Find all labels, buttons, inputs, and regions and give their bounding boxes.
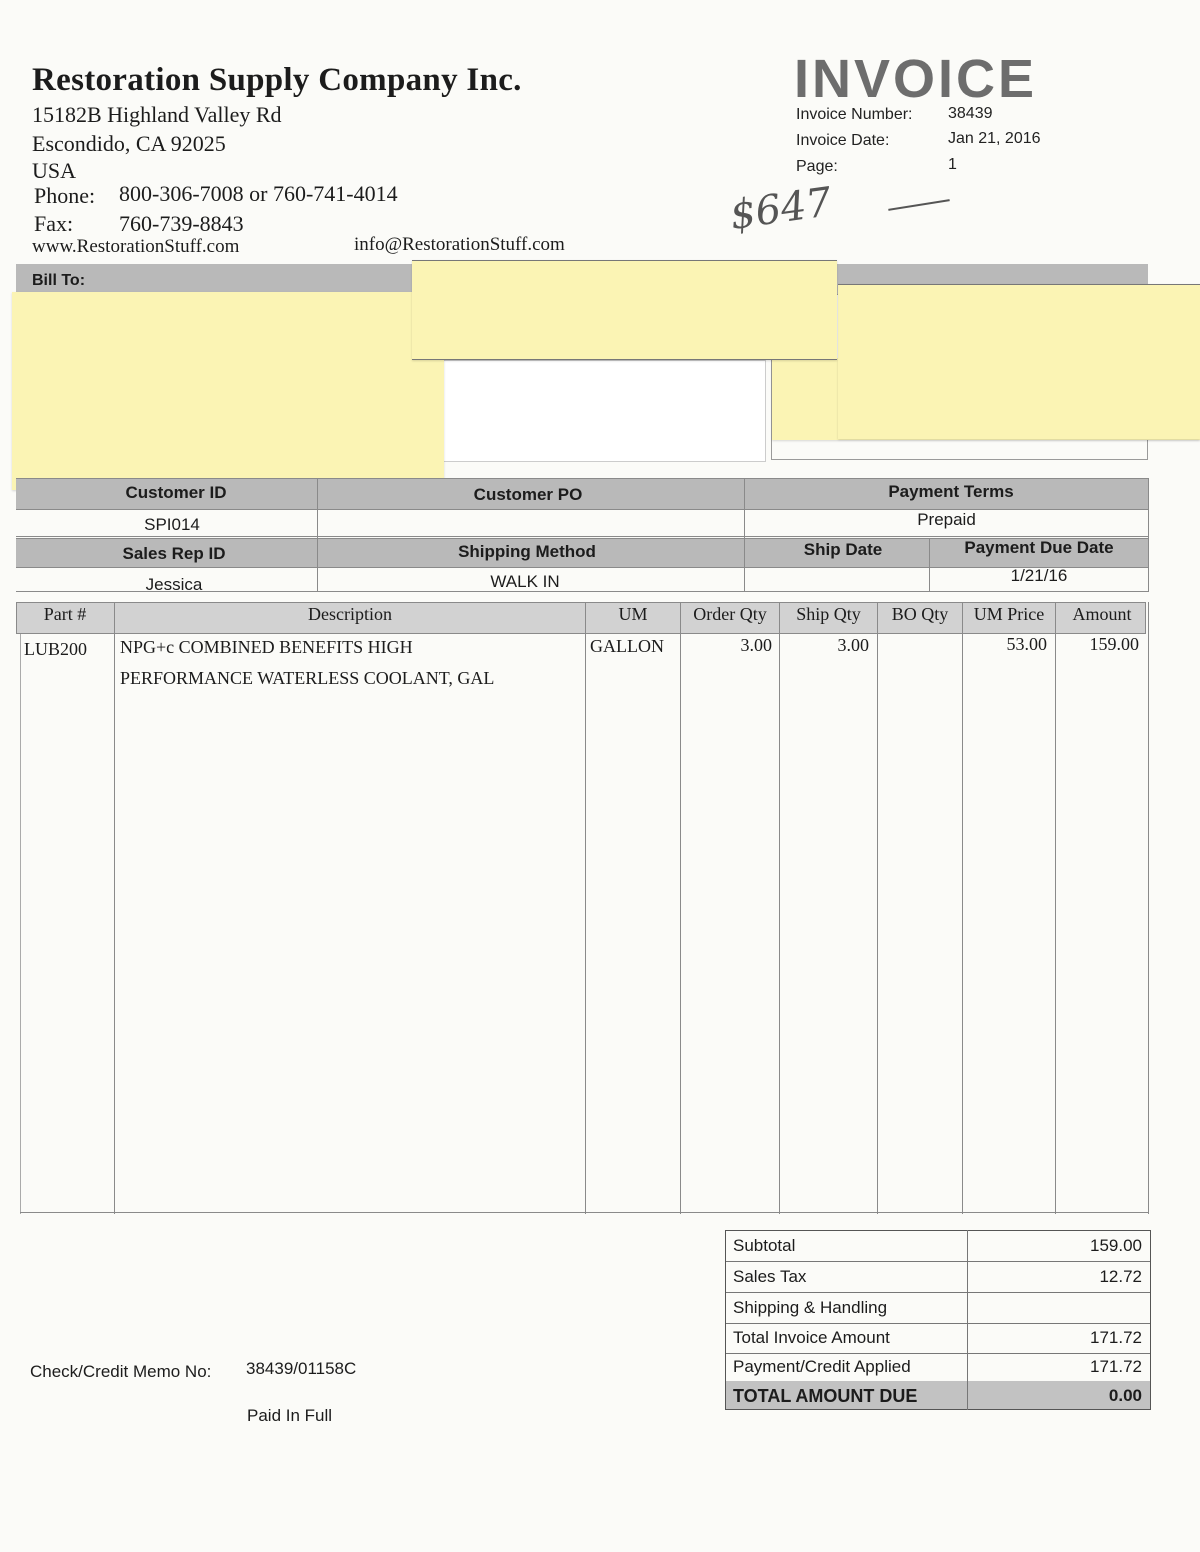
customer-po-header: Customer PO <box>473 485 583 504</box>
sales-rep-header: Sales Rep ID <box>122 544 226 563</box>
divider <box>1148 538 1149 592</box>
col-part-header: Part # <box>43 604 87 624</box>
divider <box>16 536 1148 537</box>
divider <box>20 1212 1148 1213</box>
company-phone-label: Phone: <box>34 183 96 208</box>
company-country: USA <box>32 158 77 183</box>
divider <box>680 602 681 1214</box>
total-invoice-label: Total Invoice Amount <box>733 1328 890 1347</box>
item-description-line2: PERFORMANCE WATERLESS COOLANT, GAL <box>120 668 495 688</box>
col-bo-qty-header: BO Qty <box>891 604 949 624</box>
invoice-date: Jan 21, 2016 <box>948 130 1041 147</box>
memo-label: Check/Credit Memo No: <box>30 1362 212 1381</box>
payment-row <box>726 1352 1150 1383</box>
payment-value: 171.72 <box>1090 1357 1142 1376</box>
bill-to-label: Bill To: <box>32 272 86 289</box>
payment-due-date-header: Payment Due Date <box>964 538 1114 557</box>
company-name: Restoration Supply Company Inc. <box>32 62 522 98</box>
handwritten-dash <box>888 199 950 211</box>
shipping-method-header: Shipping Method <box>458 542 596 561</box>
sales-tax-row <box>726 1262 1150 1293</box>
col-description-header: Description <box>308 604 392 624</box>
amount-due-label: TOTAL AMOUNT DUE <box>733 1386 918 1406</box>
sales-tax-label: Sales Tax <box>733 1267 807 1286</box>
invoice-page: 1 <box>948 156 957 173</box>
memo-value: 38439/01158C <box>246 1359 357 1378</box>
sales-tax-value: 12.72 <box>1099 1267 1142 1286</box>
redaction-sticky-note <box>838 284 1200 439</box>
col-amount-header: Amount <box>1072 604 1132 624</box>
item-description-line1: NPG+c COMBINED BENEFITS HIGH <box>120 637 413 657</box>
customer-id-value: SPI014 <box>144 515 200 534</box>
company-fax-label: Fax: <box>34 211 74 236</box>
shipping-method-value: WALK IN <box>490 572 560 591</box>
total-invoice-row <box>726 1323 1150 1354</box>
divider <box>967 1230 968 1410</box>
invoice-number: 38439 <box>948 105 993 122</box>
item-um-price: 53.00 <box>1006 634 1047 654</box>
customer-id-header: Customer ID <box>125 483 227 502</box>
col-order-qty-header: Order Qty <box>693 604 767 624</box>
redaction-sticky-note <box>12 292 444 490</box>
invoice-date-label: Invoice Date: <box>796 132 890 149</box>
divider <box>779 602 780 1214</box>
item-order-qty: 3.00 <box>740 635 772 655</box>
payment-label: Payment/Credit Applied <box>733 1357 911 1376</box>
shipping-row <box>726 1293 1150 1324</box>
invoice-title: INVOICE <box>794 49 1038 109</box>
item-part: LUB200 <box>24 639 87 659</box>
amount-due-row <box>726 1381 1150 1409</box>
subtotal-row <box>726 1231 1150 1262</box>
divider <box>1055 602 1056 1214</box>
payment-terms-header: Payment Terms <box>888 482 1014 501</box>
payment-due-date-value: 1/21/16 <box>1010 566 1068 585</box>
handwritten-amount-note: $647 <box>727 179 835 239</box>
redaction-paper <box>442 360 766 462</box>
divider <box>585 602 586 1214</box>
item-um: GALLON <box>590 636 664 656</box>
redaction-sticky-note <box>412 260 837 360</box>
divider <box>1148 602 1149 1214</box>
payment-terms-value: Prepaid <box>917 510 976 529</box>
ship-date-header: Ship Date <box>803 540 883 559</box>
col-um-price-header: UM Price <box>973 604 1045 624</box>
invoice-page-label: Page: <box>796 158 838 175</box>
invoice-number-label: Invoice Number: <box>796 106 913 123</box>
item-amount: 159.00 <box>1089 634 1139 654</box>
item-ship-qty: 3.00 <box>837 635 869 655</box>
total-invoice-value: 171.72 <box>1090 1328 1142 1347</box>
amount-due-value: 0.00 <box>1108 1386 1142 1405</box>
company-address-line1: 15182B Highland Valley Rd <box>32 102 282 127</box>
company-website: www.RestorationStuff.com <box>32 236 240 257</box>
company-phone: 800-306-7008 or 760-741-4014 <box>119 181 398 206</box>
subtotal-value: 159.00 <box>1090 1236 1142 1255</box>
divider <box>962 602 963 1214</box>
divider <box>877 602 878 1214</box>
company-fax: 760-739-8843 <box>119 211 244 236</box>
divider <box>20 634 21 1214</box>
col-ship-qty-header: Ship Qty <box>796 604 861 624</box>
shipping-label: Shipping & Handling <box>733 1298 888 1317</box>
paid-in-full-note: Paid In Full <box>247 1406 333 1425</box>
subtotal-label: Subtotal <box>733 1236 796 1255</box>
totals-box <box>725 1230 1151 1410</box>
divider <box>114 602 115 1214</box>
col-um-header: UM <box>618 604 648 624</box>
sales-rep-value: Jessica <box>145 575 203 594</box>
company-email: info@RestorationStuff.com <box>354 234 565 255</box>
company-address-line2: Escondido, CA 92025 <box>32 131 226 156</box>
